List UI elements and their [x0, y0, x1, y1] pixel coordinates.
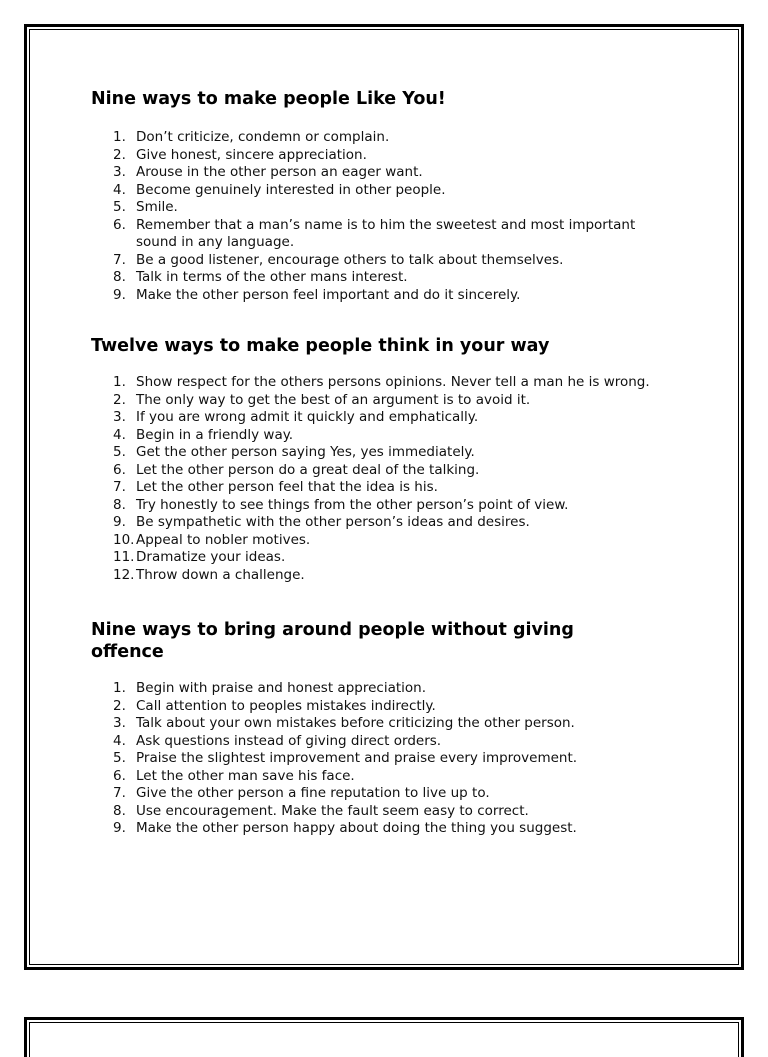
list-item [91, 409, 671, 427]
list-item [91, 698, 671, 716]
item-text: Make the other person feel important and do it sincerely. [136, 286, 521, 303]
item-text: Give honest, sincere appreciation. [136, 146, 367, 163]
item-text: Begin with praise and honest appreciation. [136, 680, 426, 696]
item-text: Talk about your own mistakes before criticizing the other person. [136, 715, 575, 731]
item-number: 10. [113, 531, 135, 548]
list-item [91, 287, 671, 305]
item-text: The only way to get the best of an argument is to avoid it. [136, 391, 531, 408]
document-content [91, 88, 671, 838]
item-number: 6. [113, 767, 126, 784]
numbered-list [91, 129, 671, 304]
item-text: Try honestly to see things from the other person’s point of view. [136, 496, 569, 513]
item-number: 7. [113, 479, 126, 495]
next-page-top-edge [24, 1017, 744, 1057]
item-text: Call attention to peoples mistakes indirectly. [136, 697, 436, 714]
item-number: 3. [113, 715, 126, 731]
list-item [91, 680, 671, 698]
list-item [91, 199, 671, 217]
item-text: Talk in terms of the other mans interest. [136, 269, 408, 285]
list-item [91, 479, 671, 497]
section-title: Nine ways to make people Like You! [91, 89, 446, 109]
list-item [91, 768, 671, 786]
item-text: Dramatize your ideas. [136, 549, 286, 565]
item-number: 1. [113, 129, 126, 145]
list-item [91, 803, 671, 821]
item-number: 5. [113, 444, 126, 460]
item-text: Throw down a challenge. [136, 566, 305, 583]
item-number: 3. [113, 409, 126, 425]
list-item [91, 514, 671, 532]
item-number: 1. [113, 374, 126, 390]
item-text: Appeal to nobler motives. [136, 531, 311, 548]
item-text: Let the other person feel that the idea is his. [136, 479, 438, 495]
item-text: If you are wrong admit it quickly and emphatically. [136, 409, 479, 425]
item-text: Arouse in the other person an eager want. [136, 164, 423, 180]
item-number: 4. [113, 181, 126, 198]
item-number: 8. [113, 496, 126, 513]
item-text: Don’t criticize, condemn or complain. [136, 129, 390, 145]
item-number: 4. [113, 426, 126, 443]
item-number: 5. [113, 199, 126, 215]
item-text: Become genuinely interested in other people. [136, 181, 446, 198]
list-item [91, 182, 671, 200]
item-number: 6. [113, 216, 126, 233]
item-text: Make the other person happy about doing the thing you suggest. [136, 820, 577, 836]
numbered-list [91, 680, 671, 838]
item-text: Use encouragement. Make the fault seem easy to correct. [136, 802, 529, 819]
list-item [91, 785, 671, 803]
list-item [91, 715, 671, 733]
list-item [91, 427, 671, 445]
item-text: Remember that a man’s name is to him the sweetest and most important sound in any language. [136, 216, 636, 250]
list-item [91, 462, 671, 480]
item-number: 12. [113, 566, 135, 583]
list-item [91, 820, 671, 838]
list-item [91, 147, 671, 165]
item-text: Be sympathetic with the other person’s ideas and desires. [136, 514, 530, 530]
item-number: 9. [113, 820, 126, 836]
item-number: 11. [113, 549, 135, 565]
item-number: 7. [113, 785, 126, 801]
item-text: Show respect for the others persons opinions. Never tell a man he is wrong. [136, 374, 650, 390]
list-item [91, 129, 671, 147]
section-title: Twelve ways to make people think in your way [91, 336, 550, 356]
item-number: 5. [113, 750, 126, 766]
item-number: 3. [113, 164, 126, 180]
list-item [91, 164, 671, 182]
numbered-list [91, 374, 671, 584]
item-number: 8. [113, 802, 126, 819]
list-item [91, 252, 671, 270]
section-like-you [91, 88, 671, 304]
item-number: 7. [113, 251, 126, 268]
item-text: Praise the slightest improvement and praise every improvement. [136, 750, 578, 766]
item-number: 8. [113, 269, 126, 285]
list-item [91, 269, 671, 287]
list-item [91, 549, 671, 567]
list-item [91, 374, 671, 392]
section-think-your-way [91, 335, 671, 584]
list-item [91, 392, 671, 410]
section-title: Nine ways to bring around people without giving offence [91, 620, 574, 662]
item-number: 9. [113, 514, 126, 530]
item-text: Let the other man save his face. [136, 767, 355, 784]
item-number: 2. [113, 391, 126, 408]
item-text: Smile. [136, 199, 178, 215]
list-item [91, 217, 671, 252]
list-item [91, 497, 671, 515]
item-text: Ask questions instead of giving direct orders. [136, 732, 442, 749]
item-text: Begin in a friendly way. [136, 426, 294, 443]
item-number: 9. [113, 286, 126, 303]
section-without-offence [91, 619, 671, 838]
list-item [91, 532, 671, 550]
item-number: 1. [113, 680, 126, 696]
item-text: Get the other person saying Yes, yes immediately. [136, 444, 475, 460]
item-number: 2. [113, 146, 126, 163]
item-number: 2. [113, 697, 126, 714]
list-item [91, 750, 671, 768]
item-text: Give the other person a fine reputation to live up to. [136, 785, 490, 801]
item-text: Let the other person do a great deal of the talking. [136, 461, 480, 478]
list-item [91, 444, 671, 462]
item-number: 4. [113, 732, 126, 749]
list-item [91, 567, 671, 585]
next-page-inner-border [29, 1022, 739, 1057]
item-text: Be a good listener, encourage others to talk about themselves. [136, 251, 564, 268]
item-number: 6. [113, 461, 126, 478]
list-item [91, 733, 671, 751]
